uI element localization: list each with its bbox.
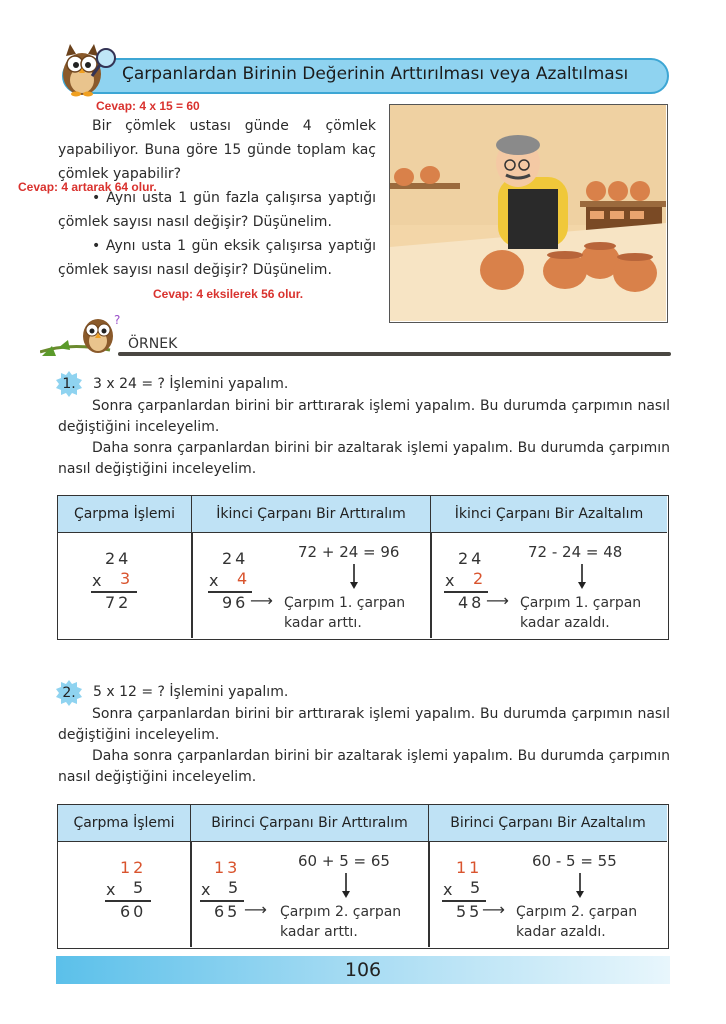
example-1-para-2: Sonra çarpanlardan birini bir arttırarak işlemi yapalım. Bu durumda çarpımın nasıl değiştiğini inceleyelim. [58, 398, 670, 435]
table-header-cell: Çarpma İşlemi [58, 805, 191, 841]
times-sign: x [445, 571, 458, 590]
intro-question-1: • Aynı usta 1 gün fazla çalışırsa yaptığı çömlek sayısı nasıl değişir? Düşünelim. [58, 190, 376, 230]
equation: 60 + 5 = 65 [298, 852, 390, 870]
right-arrow-icon: ⟶ [482, 900, 505, 919]
multiplier: 2 [473, 569, 487, 588]
product: 48 [458, 593, 485, 612]
product: 72 [105, 593, 132, 612]
table-header [58, 496, 667, 533]
down-arrow-icon [341, 873, 351, 899]
example-1-table [57, 495, 669, 640]
potter-scene-icon [390, 105, 666, 321]
note-line-1: Çarpım 1. çarpan [284, 595, 406, 611]
multiplicand: 13 [214, 858, 241, 877]
intro-question-2: • Aynı usta 1 gün eksik çalışırsa yaptığı çömlek sayısı nasıl değişir? Düşünelim. [58, 238, 376, 278]
table-header-cell: Çarpma İşlemi [58, 496, 192, 532]
example-1-para-3: Daha sonra çarpanlardan birini bir azaltarak işlemi yapalım. Bu durumda çarpımın nasıl değiştiğini inceleyelim. [58, 440, 670, 477]
ornek-divider [118, 352, 671, 356]
multiplier: 5 [133, 878, 147, 897]
page-number: 106 [344, 959, 382, 981]
down-arrow-icon [575, 873, 585, 899]
times-sign: x [92, 571, 105, 590]
multiplier: 4 [237, 569, 251, 588]
product: 96 [222, 593, 249, 612]
down-arrow-icon [577, 564, 587, 590]
multiplier: 5 [228, 878, 242, 897]
example-1-number: 1. [62, 376, 76, 392]
intro-problem: Bir çömlek ustası günde 4 çömlek yapabiliyor. Buna göre 15 günde toplam kaç çömlek yapabilir? [58, 118, 376, 182]
equation: 72 + 24 = 96 [298, 543, 400, 561]
answer-2: Cevap: 4 artarak 64 olur. [18, 180, 157, 194]
note-line-1: Çarpım 2. çarpan [516, 904, 638, 920]
times-sign: x [443, 880, 456, 899]
example-1-badge [55, 370, 83, 398]
note-line-1: Çarpım 2. çarpan [280, 904, 402, 920]
example-2-question: 5 x 12 = ? İşlemini yapalım. [93, 684, 289, 700]
ornek-label: ÖRNEK [128, 336, 178, 352]
times-sign: x [201, 880, 214, 899]
note-line-2: kadar arttı. [280, 924, 358, 940]
table-header [58, 805, 667, 842]
multiplicand: 11 [456, 858, 483, 877]
multiplier: 3 [120, 569, 134, 588]
example-1-question: 3 x 24 = ? İşlemini yapalım. [93, 376, 289, 392]
multiplicand: 24 [222, 549, 249, 568]
equation: 72 - 24 = 48 [528, 543, 623, 561]
right-arrow-icon: ⟶ [244, 900, 267, 919]
multiplier: 5 [470, 878, 484, 897]
note-line-2: kadar azaldı. [516, 924, 606, 940]
answer-1: Cevap: 4 x 15 = 60 [96, 99, 200, 113]
example-2-para-3: Daha sonra çarpanlardan birini bir azaltarak işlemi yapalım. Bu durumda çarpımın nasıl değiştiğini inceleyelim. [58, 748, 670, 785]
example-2-para-2: Sonra çarpanlardan birini bir arttırarak işlemi yapalım. Bu durumda çarpımın nasıl değiştiğini inceleyelim. [58, 706, 670, 743]
table-header-cell: İkinci Çarpanı Bir Arttıralım [192, 496, 431, 532]
product: 55 [456, 902, 483, 921]
owl-ornek-icon [40, 312, 126, 362]
product: 60 [120, 902, 147, 921]
owl-mascot-icon [52, 40, 118, 98]
multiplicand: 24 [458, 549, 485, 568]
multiplicand: 24 [105, 549, 132, 568]
example-2-number: 2. [62, 685, 76, 701]
times-sign: x [106, 880, 119, 899]
table-header-cell: İkinci Çarpanı Bir Azaltalım [454, 506, 644, 522]
right-arrow-icon: ⟶ [486, 591, 509, 610]
equation: 60 - 5 = 55 [532, 852, 617, 870]
product: 65 [214, 902, 241, 921]
example-2-table [57, 804, 669, 949]
svg-text:?: ? [114, 313, 121, 327]
multiplicand: 12 [120, 858, 147, 877]
note-line-2: kadar azaldı. [520, 615, 610, 631]
table-header-cell: Birinci Çarpanı Bir Azaltalım [450, 815, 646, 831]
potter-illustration [389, 104, 668, 323]
note-line-1: Çarpım 1. çarpan [520, 595, 642, 611]
table-header-cell: Birinci Çarpanı Bir Arttıralım [191, 805, 429, 841]
example-2-badge [55, 679, 83, 707]
down-arrow-icon [349, 564, 359, 590]
page-title: Çarpanlardan Birinin Değerinin Arttırılması veya Azaltılması [122, 64, 629, 84]
answer-3: Cevap: 4 eksilerek 56 olur. [153, 287, 304, 301]
right-arrow-icon: ⟶ [250, 591, 273, 610]
times-sign: x [209, 571, 222, 590]
note-line-2: kadar arttı. [284, 615, 362, 631]
